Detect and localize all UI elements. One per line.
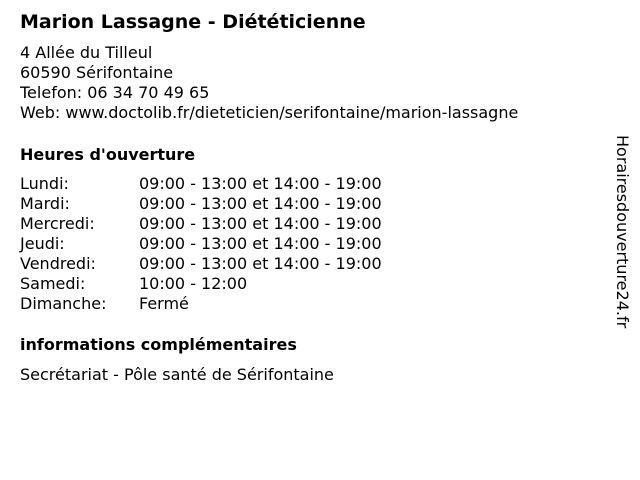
hours-row-saturday — [20, 274, 382, 294]
day-label: Lundi: — [20, 174, 69, 193]
phone-number: Telefon: 06 34 70 49 65 — [20, 83, 210, 102]
time-value: 09:00 - 13:00 et 14:00 - 19:00 — [139, 214, 382, 233]
website-link: Web: www.doctolib.fr/dieteticien/serifontaine/marion-lassagne — [20, 103, 519, 122]
hours-heading: Heures d'ouverture — [20, 145, 196, 164]
time-value: 09:00 - 13:00 et 14:00 - 19:00 — [139, 174, 382, 193]
day-label: Mardi: — [20, 194, 70, 213]
opening-hours-list — [20, 174, 382, 314]
time-value: 09:00 - 13:00 et 14:00 - 19:00 — [139, 194, 382, 213]
info-text: Secrétariat - Pôle santé de Sérifontaine — [20, 365, 334, 384]
hours-row-wednesday — [20, 214, 382, 234]
info-heading: informations complémentaires — [20, 335, 297, 354]
city-address: 60590 Sérifontaine — [20, 63, 174, 82]
street-address: 4 Allée du Tilleul — [20, 43, 153, 62]
day-label: Dimanche: — [20, 294, 107, 313]
day-label: Vendredi: — [20, 254, 96, 273]
site-watermark: Horairesdouverture24.fr — [613, 135, 632, 329]
time-value: 10:00 - 12:00 — [139, 274, 248, 293]
day-label: Mercredi: — [20, 214, 95, 233]
time-value: 09:00 - 13:00 et 14:00 - 19:00 — [139, 254, 382, 273]
hours-row-thursday — [20, 234, 382, 254]
day-label: Jeudi: — [20, 234, 65, 253]
hours-row-sunday — [20, 294, 382, 314]
day-label: Samedi: — [20, 274, 86, 293]
time-value: 09:00 - 13:00 et 14:00 - 19:00 — [139, 234, 382, 253]
hours-row-tuesday — [20, 194, 382, 214]
address-block — [20, 43, 518, 123]
time-value: Fermé — [139, 294, 189, 313]
page-title: Marion Lassagne - Diététicienne — [20, 11, 366, 33]
hours-row-monday — [20, 174, 382, 194]
hours-row-friday — [20, 254, 382, 274]
